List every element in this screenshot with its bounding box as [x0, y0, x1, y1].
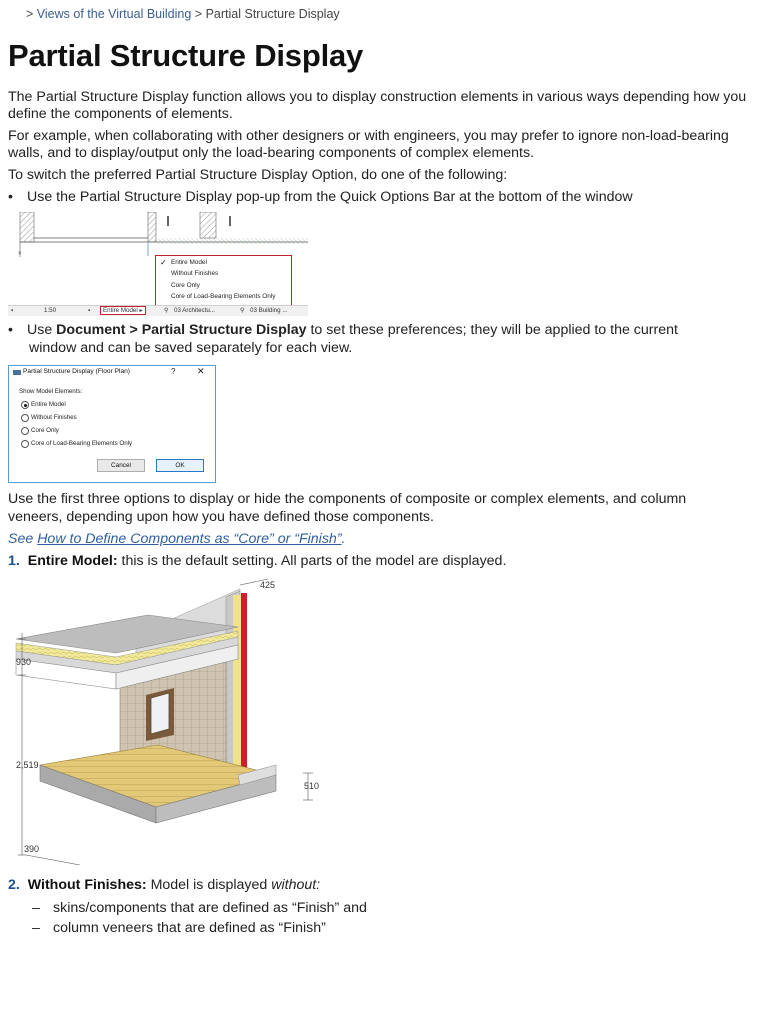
menu-item-without-finishes[interactable]: Without Finishes	[171, 270, 219, 277]
dialog-titlebar	[9, 366, 215, 380]
bullet-dot: •	[8, 189, 13, 205]
bullet-dot: •	[8, 322, 13, 338]
app-icon	[13, 370, 21, 375]
radio-label: Core of Load-Bearing Elements Only	[31, 440, 133, 447]
intro-paragraph-2: For example, when collaborating with other designers or with engineers, you may prefer to ignore non-load-bearing walls, and to display/output only the load-bearing components of complex elements.	[8, 128, 729, 161]
body-paragraph-line1: Use the first three options to display or hide the components of composite or complex elements, and column	[8, 491, 687, 507]
bar-partial-structure-selector[interactable]: Entire Model ▸	[100, 306, 146, 315]
breadcrumb-separator: >	[26, 7, 34, 21]
body-paragraph-line2: veneers, depending upon how you have defined those components.	[8, 509, 434, 525]
see-reference	[8, 531, 346, 547]
radio-icon	[21, 414, 29, 422]
partial-structure-dialog	[8, 365, 216, 483]
breadcrumb-current: Partial Structure Display	[205, 7, 340, 21]
menu-item-entire-model[interactable]: Entire Model	[171, 259, 207, 266]
item-term: Entire Model:	[27, 553, 118, 569]
bar-selected-label: Entire Model	[103, 307, 138, 314]
sub-item-veneers	[32, 920, 326, 936]
bullet-text	[27, 322, 678, 339]
item-number: 2.	[8, 877, 20, 893]
radio-without-finishes[interactable]	[31, 414, 77, 421]
item-term: Without Finishes:	[27, 877, 147, 893]
dim-510: 510	[304, 781, 320, 791]
item-description: this is the default setting. All parts of the model are displayed.	[117, 553, 507, 569]
bar-info-icon: ▪	[88, 307, 91, 314]
bar-model-view-option[interactable]: 03 Architectu...	[174, 307, 215, 314]
checkmark-icon: ✓	[160, 258, 167, 267]
close-icon[interactable]: ✕	[197, 366, 205, 376]
bar-grip-icon: ▪	[11, 307, 14, 314]
radio-icon	[21, 427, 29, 435]
sub-item-dash: –	[32, 900, 40, 916]
item-emphasis: without:	[271, 877, 321, 893]
item-entire-model	[8, 553, 506, 569]
see-prefix: See	[8, 531, 38, 547]
cancel-button[interactable]: Cancel	[97, 459, 145, 472]
quick-options-figure	[8, 212, 308, 316]
sub-item-text: skins/components that are defined as “Finish” and	[53, 900, 367, 916]
dim-2519: 2,519	[16, 760, 39, 770]
bullet-text: Use the Partial Structure Display pop-up from the Quick Options Bar at the bottom of the window	[27, 189, 633, 205]
dialog-title: Partial Structure Display (Floor Plan)	[23, 368, 131, 375]
item-number: 1.	[8, 553, 20, 569]
intro-paragraph-3: To switch the preferred Partial Structure Display Option, do one of the following:	[8, 167, 508, 183]
dim-930: 930	[16, 657, 32, 667]
bar-pin-icon-2: ⚲	[240, 307, 245, 314]
entire-model-illustration	[8, 575, 338, 865]
breadcrumb-link[interactable]: Views of the Virtual Building	[36, 7, 192, 21]
item-description: Model is displayed	[146, 877, 272, 893]
ok-button[interactable]: OK	[156, 459, 204, 472]
page-title: Partial Structure Display	[8, 38, 364, 73]
radio-selected-icon	[21, 401, 29, 409]
quick-options-bar	[8, 305, 308, 316]
radio-icon	[21, 440, 29, 448]
menu-item-core-load-bearing[interactable]: Core of Load-Bearing Elements Only	[171, 293, 276, 300]
menu-path: Document > Partial Structure Display	[56, 322, 307, 338]
radio-core-only[interactable]	[31, 427, 59, 434]
see-suffix: .	[341, 531, 346, 547]
dim-425: 425	[260, 580, 276, 590]
radio-label: Core Only	[31, 427, 59, 434]
sub-item-text: column veneers that are defined as “Finish”	[53, 920, 326, 936]
menu-item-core-only[interactable]: Core Only	[171, 282, 200, 289]
radio-entire-model[interactable]	[31, 401, 66, 408]
breadcrumb-separator: >	[194, 7, 203, 21]
bullet-rest: to set these preferences; they will be applied to the current	[306, 322, 678, 338]
radio-label: Entire Model	[31, 401, 66, 408]
bar-scale[interactable]: 1:50	[44, 307, 57, 314]
dim-390: 390	[24, 844, 40, 854]
building-3d-drawing	[8, 575, 338, 865]
item-without-finishes	[8, 877, 320, 893]
help-icon[interactable]: ?	[171, 367, 176, 376]
bullet-prefix: Use	[27, 322, 57, 338]
bar-structure-option[interactable]: 03 Building ...	[250, 307, 288, 314]
sub-item-skins	[32, 900, 367, 916]
group-label: Show Model Elements:	[19, 388, 83, 395]
radio-label: Without Finishes	[31, 414, 77, 421]
core-finish-link[interactable]: How to Define Components as “Core” or “Finish”	[37, 531, 342, 547]
bullet-text-line2: window and can be saved separately for each view.	[29, 340, 353, 356]
sub-item-dash: –	[32, 920, 40, 936]
radio-core-load-bearing[interactable]	[31, 440, 132, 447]
intro-paragraph-1: The Partial Structure Display function allows you to display construction elements in various ways depending how you define the components of elements.	[8, 89, 747, 122]
svg-text:×: ×	[18, 251, 22, 257]
bar-pin-icon: ⚲	[164, 307, 169, 314]
partial-structure-popup-menu	[155, 255, 292, 307]
breadcrumb	[26, 7, 340, 21]
